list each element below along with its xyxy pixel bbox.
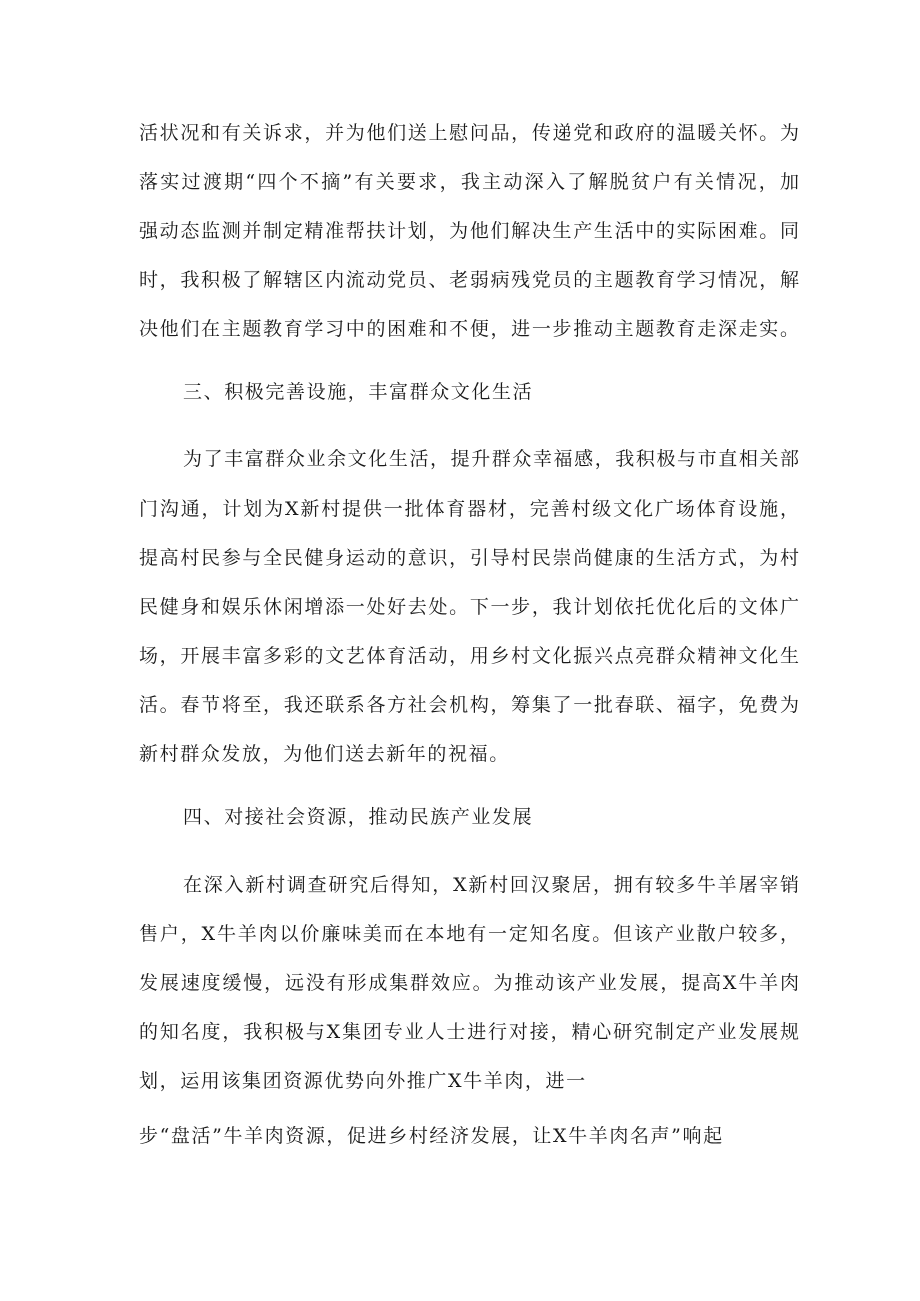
section-heading-four: 四、对接社会资源，推动民族产业发展	[183, 806, 534, 828]
text-line: 落实过渡期“四个不摘”有关要求，我主动深入了解脱贫户有关情况，加	[139, 171, 799, 193]
text-line: 决他们在主题教育学习中的困难和不便，进一步推动主题教育走深走实。	[139, 318, 799, 340]
text-line: 活。春节将至，我还联系各方社会机构，筹集了一批春联、福字，免费为	[139, 694, 799, 716]
text-line: 售户，X牛羊肉以价廉味美而在本地有一定知名度。但该产业散户较多，	[139, 923, 799, 945]
text-line: 新村群众发放，为他们送去新年的祝福。	[139, 743, 510, 765]
text-line: 提高村民参与全民健身运动的意识，引导村民崇尚健康的生活方式，为村	[139, 547, 799, 569]
text-line: 在深入新村调查研究后得知，X新村回汉聚居，拥有较多牛羊屠宰销	[183, 874, 799, 896]
text-line: 门沟通，计划为X新村提供一批体育器材，完善村级文化广场体育设施，	[139, 498, 799, 520]
text-line: 步“盘活”牛羊肉资源，促进乡村经济发展，让X牛羊肉名声”响起	[139, 1125, 724, 1147]
text-line: 场，开展丰富多彩的文艺体育活动，用乡村文化振兴点亮群众精神文化生	[139, 645, 799, 667]
text-line: 为了丰富群众业余文化生活，提升群众幸福感，我积极与市直相关部	[183, 448, 799, 470]
text-line: 的知名度，我积极与X集团专业人士进行对接，精心研究制定产业发展规	[139, 1021, 799, 1043]
text-line: 发展速度缓慢，远没有形成集群效应。为推动该产业发展，提高X牛羊肉	[139, 972, 799, 994]
text-line: 活状况和有关诉求，并为他们送上慰问品，传递党和政府的温暖关怀。为	[139, 122, 799, 144]
text-line: 时，我积极了解辖区内流动党员、老弱病残党员的主题教育学习情况，解	[139, 269, 799, 291]
section-heading-three: 三、积极完善设施，丰富群众文化生活	[183, 381, 534, 403]
text-line: 民健身和娱乐休闲增添一处好去处。下一步，我计划依托优化后的文体广	[139, 596, 799, 618]
text-line: 划，运用该集团资源优势向外推广X牛羊肉，进一	[139, 1070, 587, 1092]
text-line: 强动态监测并制定精准帮扶计划，为他们解决生产生活中的实际困难。同	[139, 220, 799, 242]
